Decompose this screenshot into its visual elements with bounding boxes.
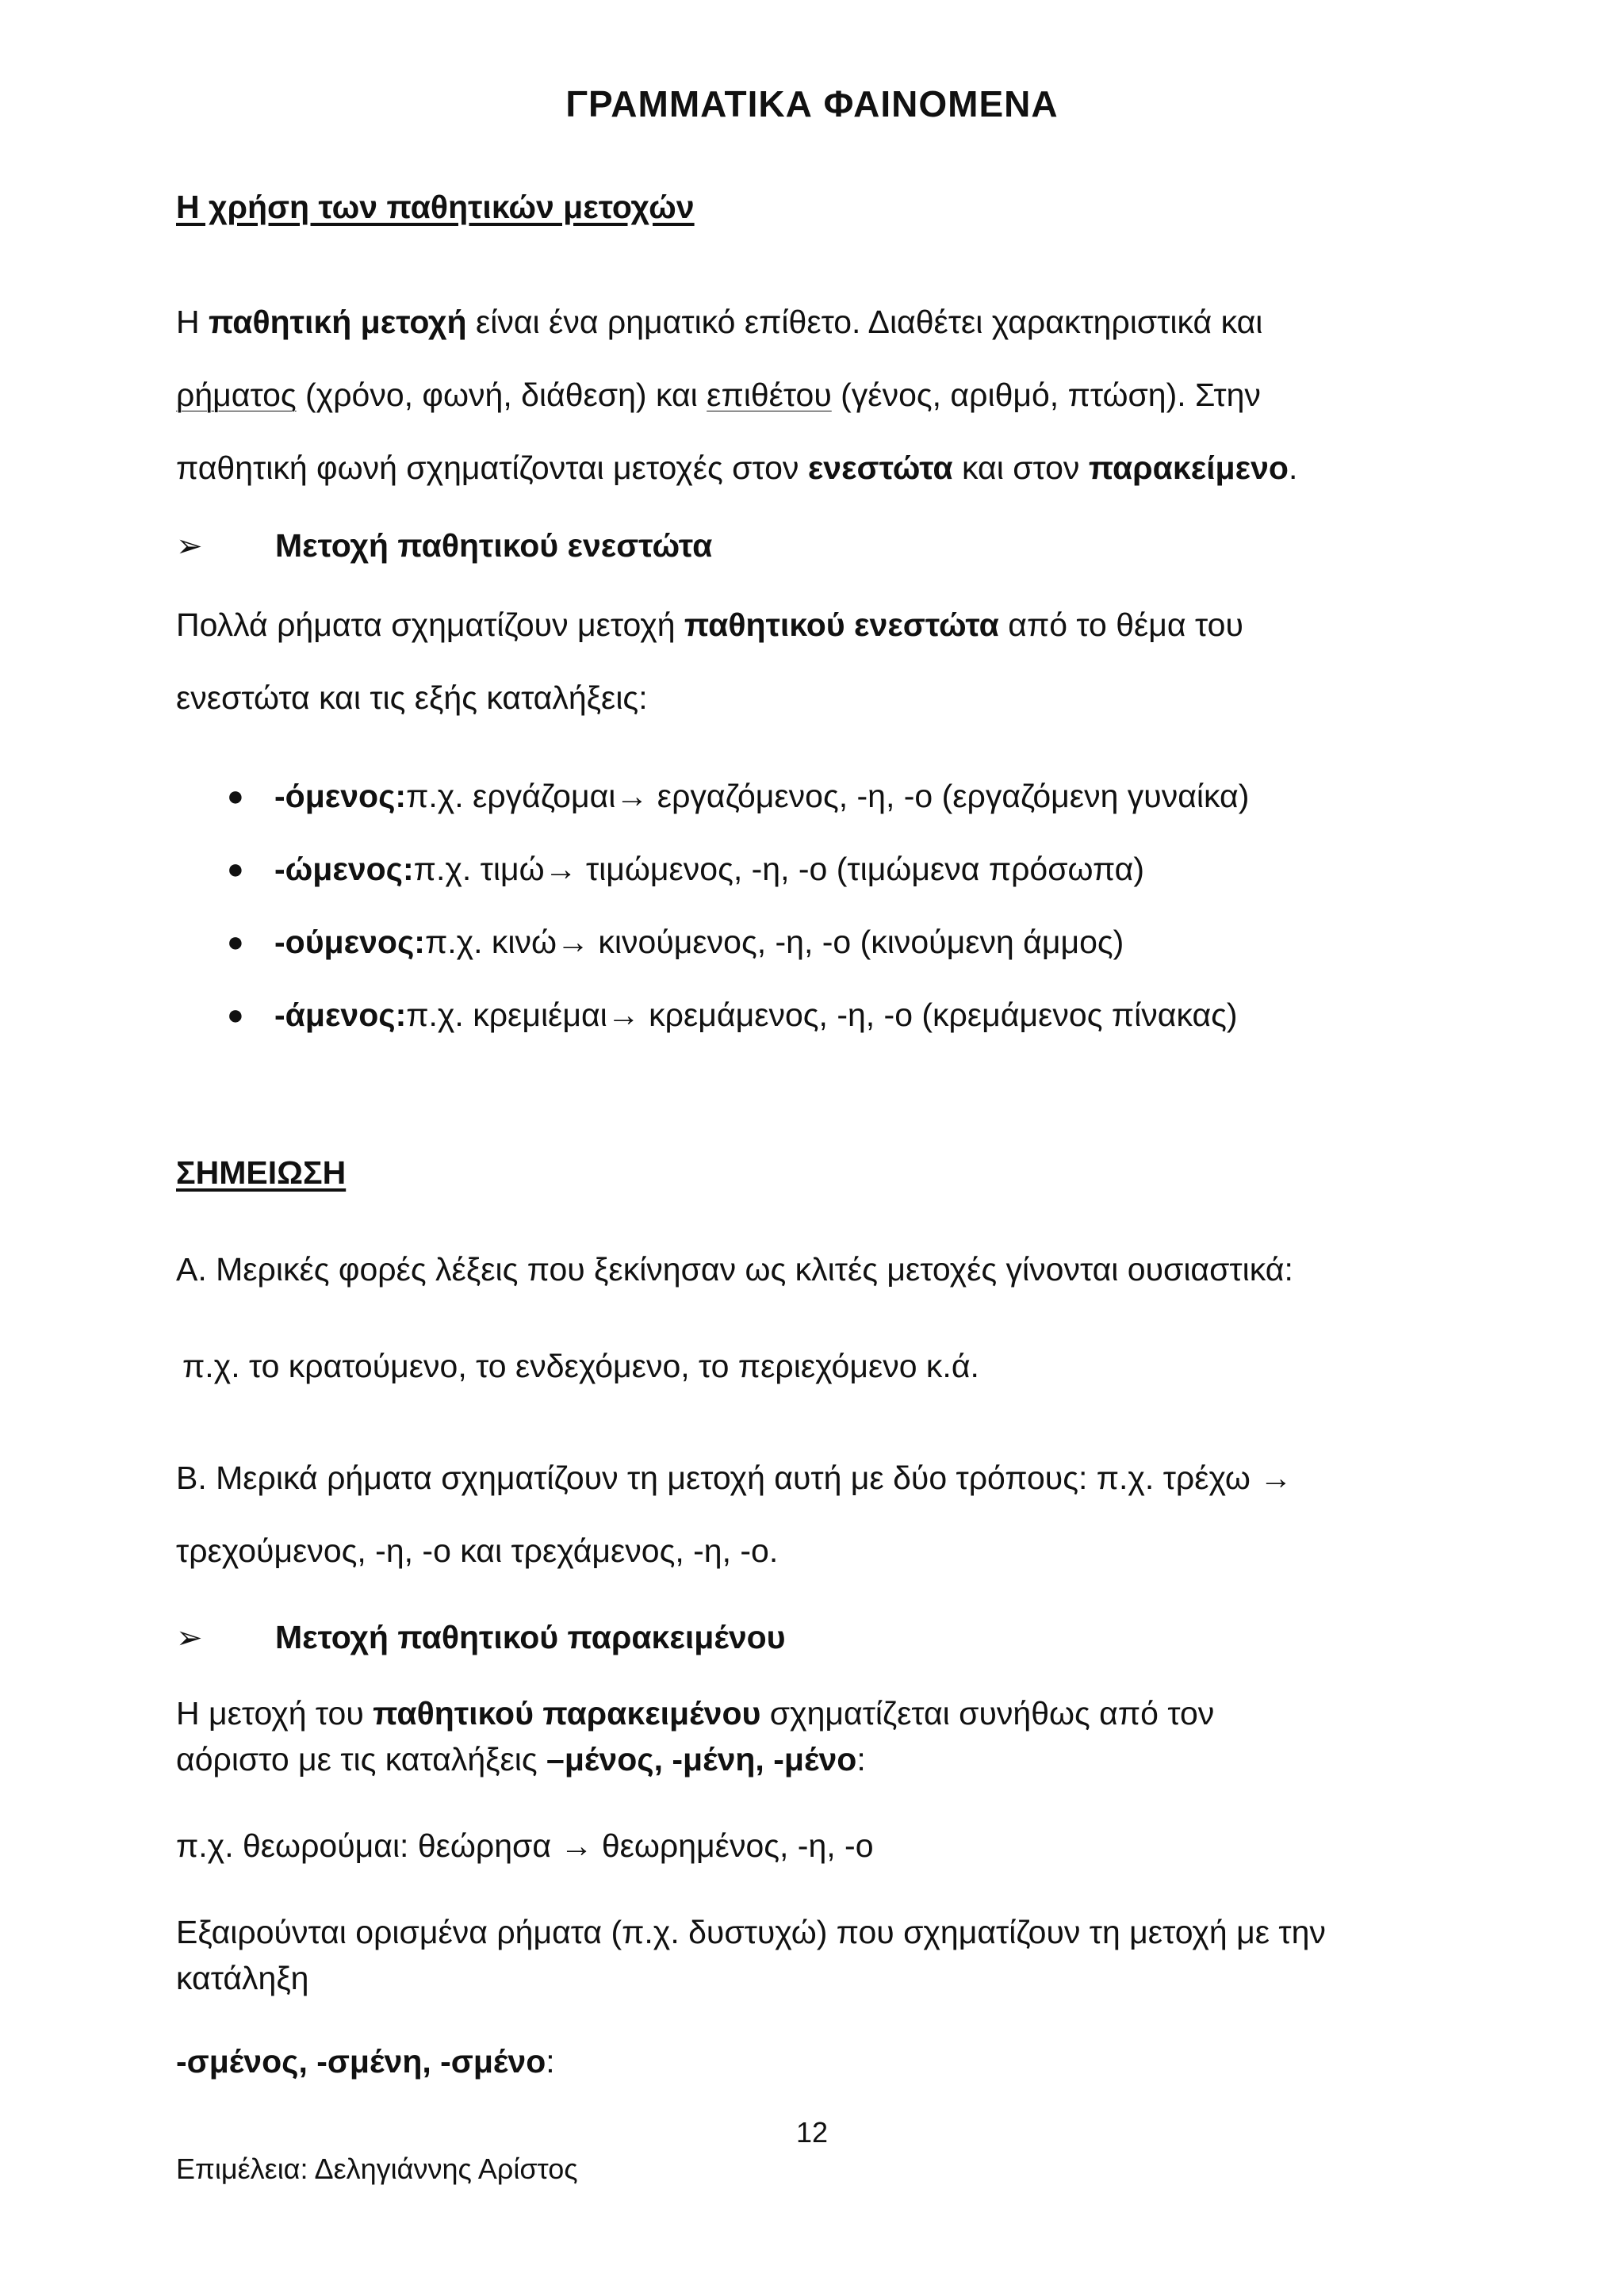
bullet-dot-icon: ● bbox=[227, 998, 244, 1031]
present-paragraph bbox=[176, 588, 1448, 734]
page-number: 12 bbox=[795, 2116, 829, 2149]
note-a-example: π.χ. το κρατούμενο, το ενδεχόμενο, το περιεχόμενο κ.ά. bbox=[182, 1348, 979, 1384]
exception-line-1: Εξαιρούνται ορισμένα ρήματα (π.χ. δυστυχώ) που σχηματίζουν τη μετοχή με την bbox=[176, 1914, 1326, 1950]
subheading-perfect-participle: ➢ Μετοχή παθητικού παρακειμένου bbox=[176, 1619, 786, 1655]
list-item: ● -άμενος: π.χ. κρεμιέμαι→ κρεμάμενος, -η, -ο (κρεμάμενος πίνακας) bbox=[227, 996, 1238, 1033]
subheading-present-participle: ➢ Μετοχή παθητικού ενεστώτα bbox=[176, 527, 713, 564]
section-heading-passive-participles: Η χρήση των παθητικών μετοχών bbox=[176, 189, 695, 225]
intro-line-1: Η παθητική μετοχή είναι ένα ρηματικό επίθετο. Διαθέτει χαρακτηριστικά και bbox=[176, 304, 1263, 340]
note-b bbox=[176, 1441, 1448, 1587]
arrow-bullet-icon: ➢ bbox=[176, 528, 203, 564]
bullet-dot-icon: ● bbox=[227, 852, 244, 885]
author-credit: Επιμέλεια: Δεληγιάννης Αρίστος bbox=[176, 2152, 578, 2185]
page-title: ΓΡΑΜΜΑΤΙΚΑ ΦΑΙΝΟΜΕΝΑ bbox=[565, 83, 1059, 124]
note-heading: ΣΗΜΕΙΩΣΗ bbox=[176, 1154, 347, 1191]
note-b-line-1: Β. Μερικά ρήματα σχηματίζουν τη μετοχή αυτή με δύο τρόπους: π.χ. τρέχω → bbox=[176, 1460, 1293, 1496]
list-item: ● -όμενος: π.χ. εργάζομαι→ εργαζόμενος, -η, -ο (εργαζόμενη γυναίκα) bbox=[227, 777, 1250, 814]
intro-line-2: ρήματος (χρόνο, φωνή, διάθεση) και επιθέτου (γένος, αριθμό, πτώση). Στην bbox=[176, 377, 1261, 413]
perfect-line-1: Η μετοχή του παθητικού παρακειμένου σχηματίζεται συνήθως από τον bbox=[176, 1695, 1215, 1732]
intro-line-3: παθητική φωνή σχηματίζονται μετοχές στον ενεστώτα και στον παρακείμενο. bbox=[176, 450, 1298, 486]
note-a: Α. Μερικές φορές λέξεις που ξεκίνησαν ως κλιτές μετοχές γίνονται ουσιαστικά: bbox=[176, 1251, 1293, 1288]
present-line-1: Πολλά ρήματα σχηματίζουν μετοχή παθητικού ενεστώτα από το θέμα του bbox=[176, 607, 1243, 643]
present-line-2: ενεστώτα και τις εξής καταλήξεις: bbox=[176, 679, 648, 716]
bullet-dot-icon: ● bbox=[227, 925, 244, 958]
bullet-dot-icon: ● bbox=[227, 779, 244, 812]
arrow-bullet-icon: ➢ bbox=[176, 1620, 203, 1655]
list-item: ● -ούμενος: π.χ. κινώ→ κινούμενος, -η, -ο (κινούμενη άμμος) bbox=[227, 923, 1124, 960]
exception-line-2: κατάληξη bbox=[176, 1960, 309, 1996]
endings-list bbox=[227, 760, 1249, 1051]
document-page bbox=[176, 0, 1448, 2296]
list-item: ● -ώμενος: π.χ. τιμώ→ τιμώμενος, -η, -ο (τιμώμενα πρόσωπα) bbox=[227, 850, 1145, 887]
perfect-line-2: αόριστο με τις καταλήξεις –μένος, -μένη, -μένο: bbox=[176, 1741, 866, 1777]
perfect-example: π.χ. θεωρούμαι: θεώρησα → θεωρημένος, -η, -ο bbox=[176, 1827, 874, 1864]
exception-endings: -σμένος, -σμένη, -σμένο: bbox=[176, 2043, 555, 2080]
note-b-line-2: τρεχούμενος, -η, -ο και τρεχάμενος, -η, -ο. bbox=[176, 1533, 779, 1569]
perfect-paragraph bbox=[176, 1690, 1448, 1782]
intro-paragraph bbox=[176, 285, 1448, 504]
exception-paragraph bbox=[176, 1909, 1448, 2001]
